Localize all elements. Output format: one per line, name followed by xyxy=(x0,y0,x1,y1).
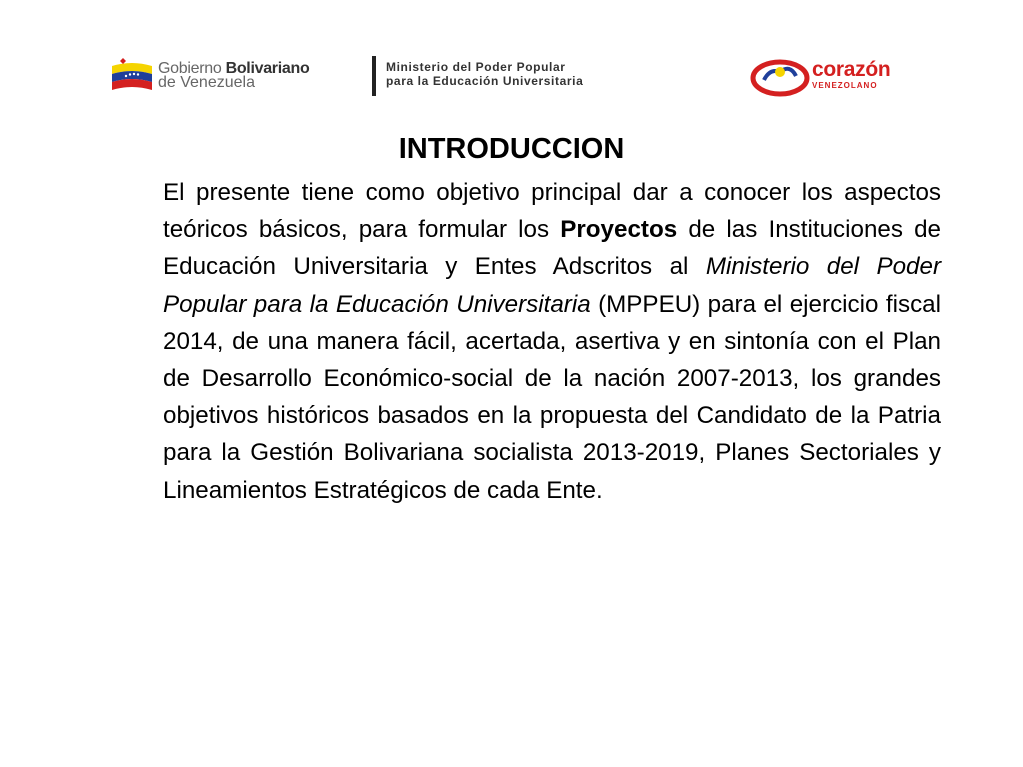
gobierno-bolivariano-logo xyxy=(110,58,309,94)
paragraph-text-2: de las Instituciones de Educación Universitaria y Entes Adscritos al xyxy=(163,216,941,281)
slide-header xyxy=(0,0,1023,110)
venezuela-flag-icon xyxy=(110,58,154,94)
corazon-line-2: VENEZOLANO xyxy=(812,81,878,90)
paragraph-italic-ministerio: Ministerio del Poder Popular para la Educación Universitaria xyxy=(163,253,941,318)
gobierno-line-1: Gobierno Bolivariano xyxy=(158,60,310,77)
introduction-paragraph xyxy=(163,174,941,509)
header-divider xyxy=(372,56,376,96)
slide-title: INTRODUCCION xyxy=(398,133,625,165)
corazon-line-1: corazón xyxy=(812,58,891,81)
paragraph-bold-proyectos: Proyectos xyxy=(560,216,678,244)
ministerio-line-1: Ministerio del Poder Popular xyxy=(386,60,566,74)
ministerio-line-2: para la Educación Universitaria xyxy=(386,74,584,88)
gobierno-line-2: de Venezuela xyxy=(158,74,255,91)
ministerio-logo-text xyxy=(386,60,583,88)
corazon-text xyxy=(812,58,891,93)
paragraph-text-3: (MPPEU) para el ejercicio fiscal 2014, de una manera fácil, acertada, asertiva y en sintonía con el Plan de Desarrollo Económico-social de la nación 2007-2013, los grandes objetivos históricos basados en la propuesta del Candidato de la Patria para la Gestión Bolivariana socialista 2013-2019, Planes Sectoriales y Lineamientos Estratégicos de cada Ente. xyxy=(163,290,941,504)
paragraph-text-1: El presente tiene como objetivo principal dar a conocer los aspectos teóricos básicos, para formular los xyxy=(163,179,941,244)
heart-logo-icon xyxy=(750,58,810,98)
gobierno-text xyxy=(158,62,309,90)
corazon-venezolano-logo xyxy=(750,58,890,98)
